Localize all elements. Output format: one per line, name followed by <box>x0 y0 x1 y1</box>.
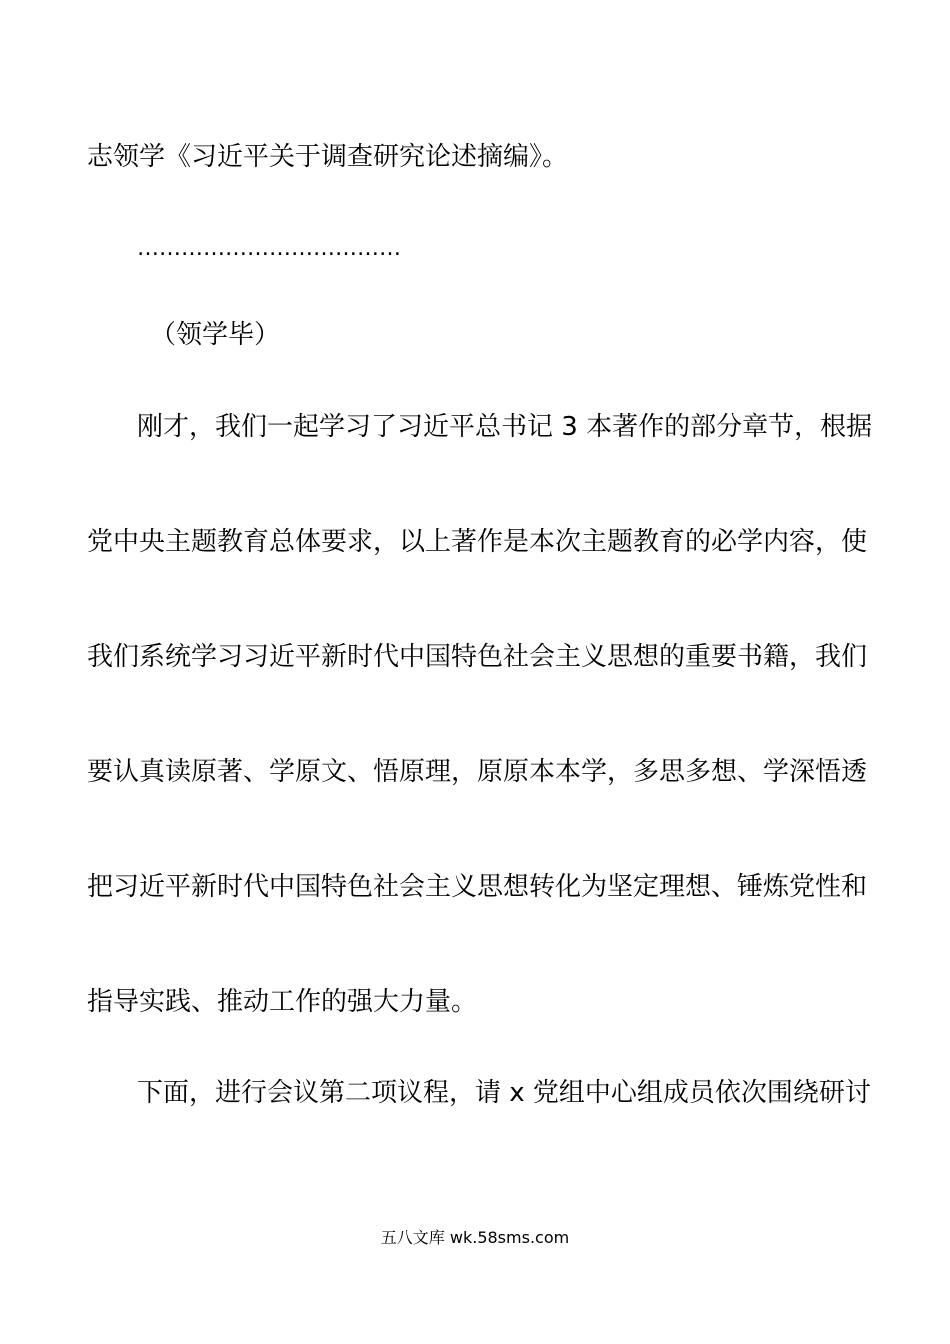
paragraph-1-line-2: 党中央主题教育总体要求，以上著作是本次主题教育的必学内容，使 <box>87 527 868 557</box>
paragraph-1-line-1: 刚才，我们一起学习了习近平总书记 3 本著作的部分章节，根据 <box>137 412 873 442</box>
text-line-leading-end: （领学毕） <box>150 320 281 350</box>
footer-watermark-text: 五八文库 wk.58sms.com <box>380 1228 570 1247</box>
paragraph-1-line-6: 指导实践、推动工作的强大力量。 <box>87 987 478 1017</box>
paragraph-1-line-5: 把习近平新时代中国特色社会主义思想转化为坚定理想、锤炼党性和 <box>87 872 868 902</box>
paragraph-1-line-3: 我们系统学习习近平新时代中国特色社会主义思想的重要书籍，我们 <box>87 642 868 672</box>
paragraph-1-line-4: 要认真读原著、学原文、悟原理，原原本本学，多思多想、学深悟透 <box>87 757 868 787</box>
ellipsis-line: ……………………………… <box>137 236 401 261</box>
paragraph-2-line-1: 下面，进行会议第二项议程，请 x 党组中心组成员依次围绕研讨 <box>137 1078 871 1108</box>
text-line-1: 志领学《习近平关于调查研究论述摘编》。 <box>87 142 569 172</box>
